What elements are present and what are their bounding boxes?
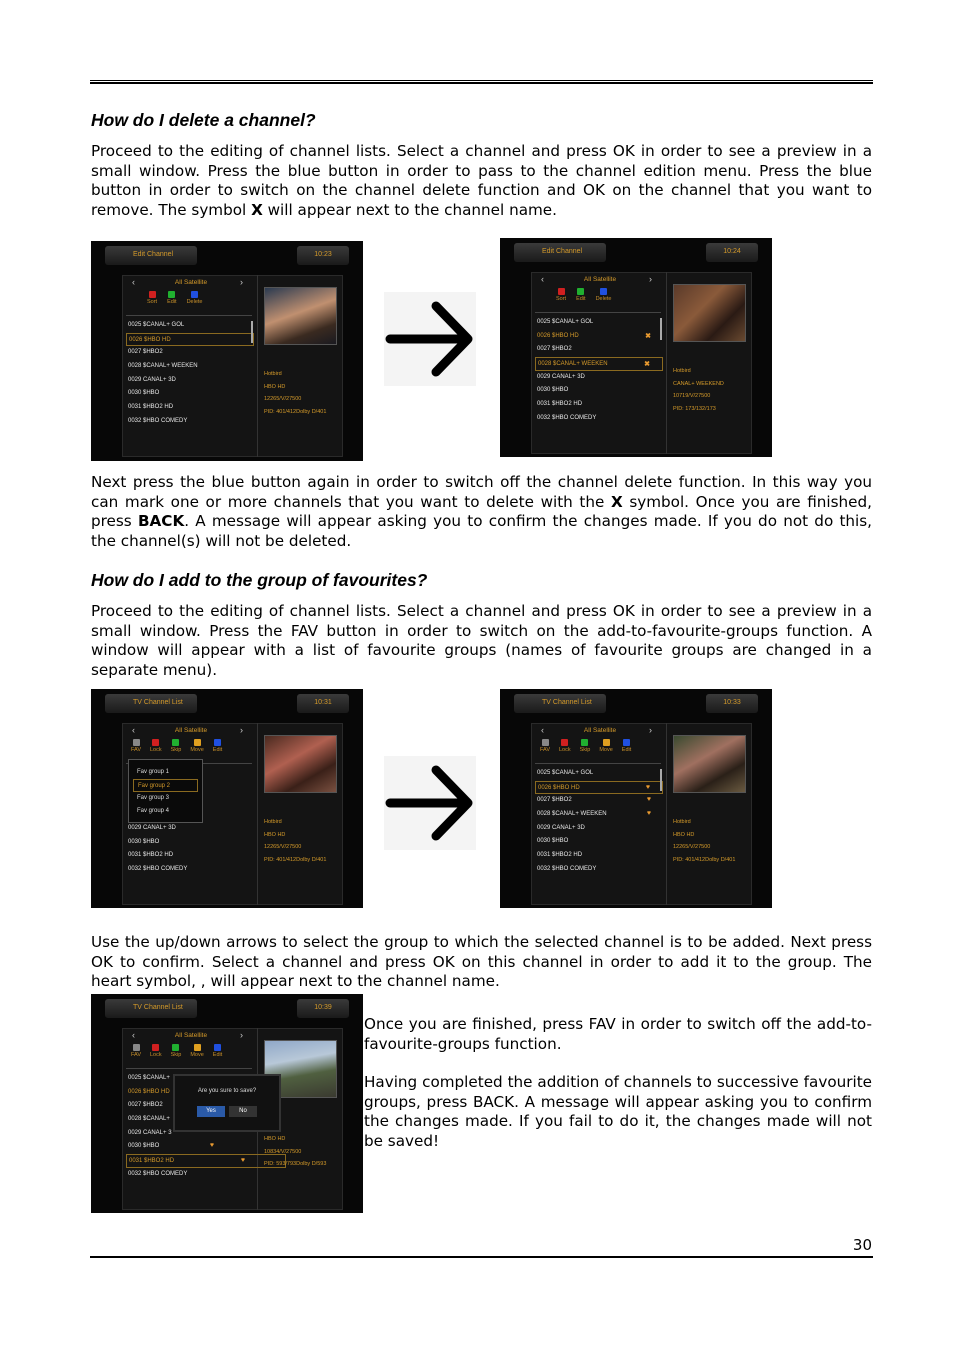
channel-info: HBO HD 10834/V/27500 PID: 593/793Dolby D/593 bbox=[264, 1136, 327, 1167]
screen-clock: 10:31 bbox=[297, 694, 349, 713]
header-rule bbox=[90, 80, 873, 84]
satellite-label: All Satellite bbox=[174, 279, 208, 286]
heart-icon: ♥ bbox=[209, 1142, 214, 1150]
screen-clock: 10:39 bbox=[297, 999, 349, 1018]
yes-button: Yes bbox=[197, 1106, 225, 1117]
satellite-label: All Satellite bbox=[583, 727, 617, 734]
channel-row: 0029 CANAL+ 3 bbox=[128, 1129, 172, 1136]
lock-button: Lock bbox=[150, 739, 162, 753]
sort-button: Sort bbox=[556, 288, 566, 302]
channel-row: 0027 $HBO2 bbox=[537, 346, 572, 353]
channel-row: 0025 $CANAL+ GOL bbox=[537, 319, 594, 325]
channel-list bbox=[535, 767, 663, 877]
screenshot-fav-marked: TV Channel List 10:33 ‹ › All Satellite FAV Lock Skip Move Edit 0025 $CANAL+ GOL 0026 $HBO HD ♥ 0027 $HBO2 ♥ 0028 $CANAL+ WEEKEN ♥ 0029 CANAL+ 3D 0030 $HBO 0031 $HBO2 HD 0032 $HBO COMEDY Hotbird HBO HD 12265/V/27500 PID: 401/412Dolby D/401 bbox=[500, 689, 772, 908]
channel-row: 0027 $HBO2 bbox=[128, 349, 163, 356]
skip-button: Skip bbox=[171, 739, 182, 753]
channel-row: 0029 CANAL+ 3D bbox=[537, 824, 585, 831]
satellite-label: All Satellite bbox=[583, 276, 617, 283]
channel-row-fav: 0030 $HBO ♥ bbox=[128, 1142, 214, 1150]
edit-button: Edit bbox=[213, 1044, 222, 1058]
channel-info: Hotbird HBO HD 12265/V/27500 PID: 401/412Dolby D/401 bbox=[673, 819, 736, 863]
delete-mark-icon: ✖ bbox=[644, 361, 650, 369]
paragraph-delete-finish: Next press the blue button again in order to switch off the channel delete function. In this way you can mark one or more channels that you want to delete with the X symbol. Once you are finished, press BACK. A message will appear asking you to confirm the changes made. If you do not do this, the channel(s) will not be deleted. bbox=[91, 473, 873, 550]
screenshot-edit-channel-after: Edit Channel 10:24 ‹ › All Satellite Sort Edit Delete 0025 $CANAL+ GOL 0026 $HBO HD ✖ 0027 $HBO2 0028 $CANAL+ WEEKEN ✖ 0029 CANAL+ 3D 0030 $HBO 0031 $HBO2 HD 0032 $HBO COMEDY Hotbird CANAL+ WEEKEND 10719/V/27500 PID: 173/132/173 bbox=[500, 238, 772, 457]
fav-button: FAV bbox=[131, 1044, 141, 1058]
channel-row: 0025 $CANAL+ bbox=[128, 1075, 170, 1081]
edit-button: Edit bbox=[622, 739, 631, 753]
screenshot-edit-channel-before: Edit Channel 10:23 ‹ › All Satellite Sort Edit Delete 0025 $CANAL+ GOL 0026 $HBO HD 0027 $HBO2 0028 $CANAL+ WEEKEN 0029 CANAL+ 3D 0030 $HBO 0031 $HBO2 HD 0032 $HBO COMEDY Hotbird HBO HD 12265/V/27500 PID: 401/412Dolby D/401 bbox=[91, 241, 363, 461]
move-button: Move bbox=[190, 1044, 203, 1058]
delete-button: Delete bbox=[596, 288, 612, 302]
screen-clock: 10:33 bbox=[706, 694, 758, 713]
channel-row-selected: 0026 $HBO HD ♥ bbox=[535, 781, 663, 795]
channel-row: 0030 $HBO bbox=[537, 387, 569, 394]
channel-row: 0032 $HBO COMEDY bbox=[128, 417, 188, 424]
arrow-right-icon bbox=[384, 292, 476, 386]
channel-row: 0031 $HBO2 HD bbox=[537, 852, 583, 859]
heading-delete-channel: How do I delete a channel? bbox=[91, 110, 316, 130]
page-number: 30 bbox=[852, 1236, 872, 1254]
channel-info: Hotbird CANAL+ WEEKEND 10719/V/27500 PID: 173/132/173 bbox=[673, 368, 724, 412]
heart-icon: ♥ bbox=[240, 1157, 245, 1165]
channel-row-fav: 0028 $CANAL+ WEEKEN ♥ bbox=[537, 810, 651, 818]
preview-window bbox=[673, 284, 746, 342]
delete-button: Delete bbox=[187, 291, 203, 305]
edit-button: Edit bbox=[213, 739, 222, 753]
channel-row: 0025 $CANAL+ GOL bbox=[128, 322, 185, 328]
fav-group-item-selected: Fav group 2 bbox=[133, 779, 198, 792]
channel-list bbox=[535, 316, 663, 426]
screen-clock: 10:23 bbox=[297, 246, 349, 265]
heart-icon: ♥ bbox=[646, 810, 651, 818]
channel-row-selected: 0031 $HBO2 HD ♥ bbox=[126, 1154, 286, 1168]
heading-add-favourites: How do I add to the group of favourites? bbox=[91, 570, 428, 590]
screen-clock: 10:24 bbox=[706, 243, 758, 262]
paragraph-fav-save: Having completed the addition of channels to successive favourite groups, press BACK. A message will appear asking you to confirm the changes made. If you fail to do it, the changes made will not be saved! bbox=[364, 1073, 872, 1150]
channel-row: 0031 $HBO2 HD bbox=[128, 852, 174, 859]
no-button: No bbox=[229, 1106, 257, 1117]
fav-group-item: Fav group 3 bbox=[137, 795, 170, 801]
channel-info: Hotbird HBO HD 12265/V/27500 PID: 401/412Dolby D/401 bbox=[264, 819, 327, 863]
arrow-right-icon bbox=[384, 756, 476, 850]
confirm-dialog bbox=[173, 1074, 281, 1132]
channel-row: 0031 $HBO2 HD bbox=[537, 401, 583, 408]
channel-row: 0027 $HBO2 bbox=[128, 1102, 163, 1109]
lock-button: Lock bbox=[559, 739, 571, 753]
channel-info: Hotbird HBO HD 12265/V/27500 PID: 401/412Dolby D/401 bbox=[264, 371, 327, 415]
delete-mark-icon: ✖ bbox=[645, 332, 651, 340]
move-button: Move bbox=[599, 739, 612, 753]
channel-list bbox=[126, 319, 254, 429]
screen-title: TV Channel List bbox=[514, 694, 606, 713]
fav-group-popup bbox=[128, 759, 203, 823]
channel-row: 0032 $HBO COMEDY bbox=[537, 865, 597, 872]
paragraph-fav-finish: Once you are finished, press FAV in order to switch off the add-to-favourite-groups function. bbox=[364, 1015, 872, 1053]
channel-row: 0032 $HBO COMEDY bbox=[537, 414, 597, 421]
preview-window bbox=[264, 287, 337, 345]
channel-list bbox=[126, 822, 254, 877]
skip-button: Skip bbox=[580, 739, 591, 753]
satellite-label: All Satellite bbox=[174, 1032, 208, 1039]
dialog-message: Are you sure to save? bbox=[197, 1088, 257, 1094]
lock-button: Lock bbox=[150, 1044, 162, 1058]
paragraph-delete-intro: Proceed to the editing of channel lists. Select a channel and press OK in order to see a preview in a small window. Press the blue button in order to pass to the channel edition menu. Press the blue button in order to switch on the channel delete function and OK on the channel that you want to remove. The symbol X will appear next to the channel name. bbox=[91, 142, 872, 219]
channel-row: 0029 CANAL+ 3D bbox=[537, 373, 585, 380]
preview-window bbox=[264, 735, 337, 793]
fav-group-item: Fav group 1 bbox=[137, 769, 170, 775]
channel-row: 0028 $CANAL+ bbox=[128, 1116, 170, 1123]
screen-title: Edit Channel bbox=[105, 246, 197, 265]
screen-title: Edit Channel bbox=[514, 243, 606, 262]
fav-button: FAV bbox=[131, 739, 141, 753]
paragraph-fav-intro: Proceed to the editing of channel lists. Select a channel and press OK in order to see a preview in a small window. Press the FAV button in order to switch on the add-to-favourite-groups function. A window will appear with a list of favourite groups (names of favourite groups are changed in a separate menu). bbox=[91, 602, 872, 679]
channel-row: 0031 $HBO2 HD bbox=[128, 404, 174, 411]
move-button: Move bbox=[190, 739, 203, 753]
channel-row: 0030 $HBO bbox=[128, 390, 160, 397]
skip-button: Skip bbox=[171, 1044, 182, 1058]
channel-row-selected: 0028 $CANAL+ WEEKEN ✖ bbox=[535, 357, 663, 371]
channel-row-selected: 0026 $HBO HD bbox=[126, 333, 254, 347]
channel-row: 0025 $CANAL+ GOL bbox=[537, 770, 594, 776]
channel-row: 0032 $HBO COMEDY bbox=[128, 1170, 188, 1177]
channel-row: 0032 $HBO COMEDY bbox=[128, 866, 188, 873]
heart-icon: ♥ bbox=[645, 783, 650, 791]
screenshot-confirm-save: TV Channel List 10:39 ‹ › All Satellite FAV Lock Skip Move Edit 0025 $CANAL+ 0026 $HBO HD 0027 $HBO2 0028 $CANAL+ 0029 CANAL+ 3 0030 $HBO ♥ 0031 $HBO2 HD ♥ 0032 $HBO COMEDY HBO HD 10834/V/27500 PID: 593/793Dolby D/593 Are you sure to save? Yes No bbox=[91, 994, 363, 1213]
channel-row-fav: 0027 $HBO2 ♥ bbox=[537, 796, 651, 804]
sort-button: Sort bbox=[147, 291, 157, 305]
paragraph-fav-select: Use the up/down arrows to select the group to which the selected channel is to be added. Next press OK to confirm. Select a channel and press OK on this channel in order to add it to the group. The heart symbol, , will appear next to the channel name. bbox=[91, 933, 872, 991]
channel-row: 0029 CANAL+ 3D bbox=[128, 825, 176, 831]
edit-button: Edit bbox=[576, 288, 585, 302]
channel-row: 0030 $HBO bbox=[128, 838, 160, 845]
screen-title: TV Channel List bbox=[105, 999, 197, 1018]
fav-group-item: Fav group 4 bbox=[137, 808, 170, 814]
channel-row: 0030 $HBO bbox=[537, 838, 569, 845]
screenshot-fav-groups: TV Channel List 10:31 ‹ › All Satellite FAV Lock Skip Move Edit Fav group 1 Fav group 2 Fav group 3 Fav group 4 0029 CANAL+ 3D 0030 $HBO 0031 $HBO2 HD 0032 $HBO COMEDY Hotbird HBO HD 12265/V/27500 PID: 401/412Dolby D/401 bbox=[91, 689, 363, 908]
preview-window bbox=[673, 735, 746, 793]
channel-row-marked: 0026 $HBO HD ✖ bbox=[537, 332, 651, 340]
satellite-label: All Satellite bbox=[174, 727, 208, 734]
edit-button: Edit bbox=[167, 291, 176, 305]
channel-row: 0028 $CANAL+ WEEKEN bbox=[128, 363, 198, 370]
heart-icon: ♥ bbox=[646, 796, 651, 804]
screen-title: TV Channel List bbox=[105, 694, 197, 713]
footer-rule bbox=[90, 1256, 873, 1258]
channel-row: 0029 CANAL+ 3D bbox=[128, 376, 176, 383]
fav-button: FAV bbox=[540, 739, 550, 753]
channel-row: 0026 $HBO HD bbox=[128, 1088, 170, 1095]
